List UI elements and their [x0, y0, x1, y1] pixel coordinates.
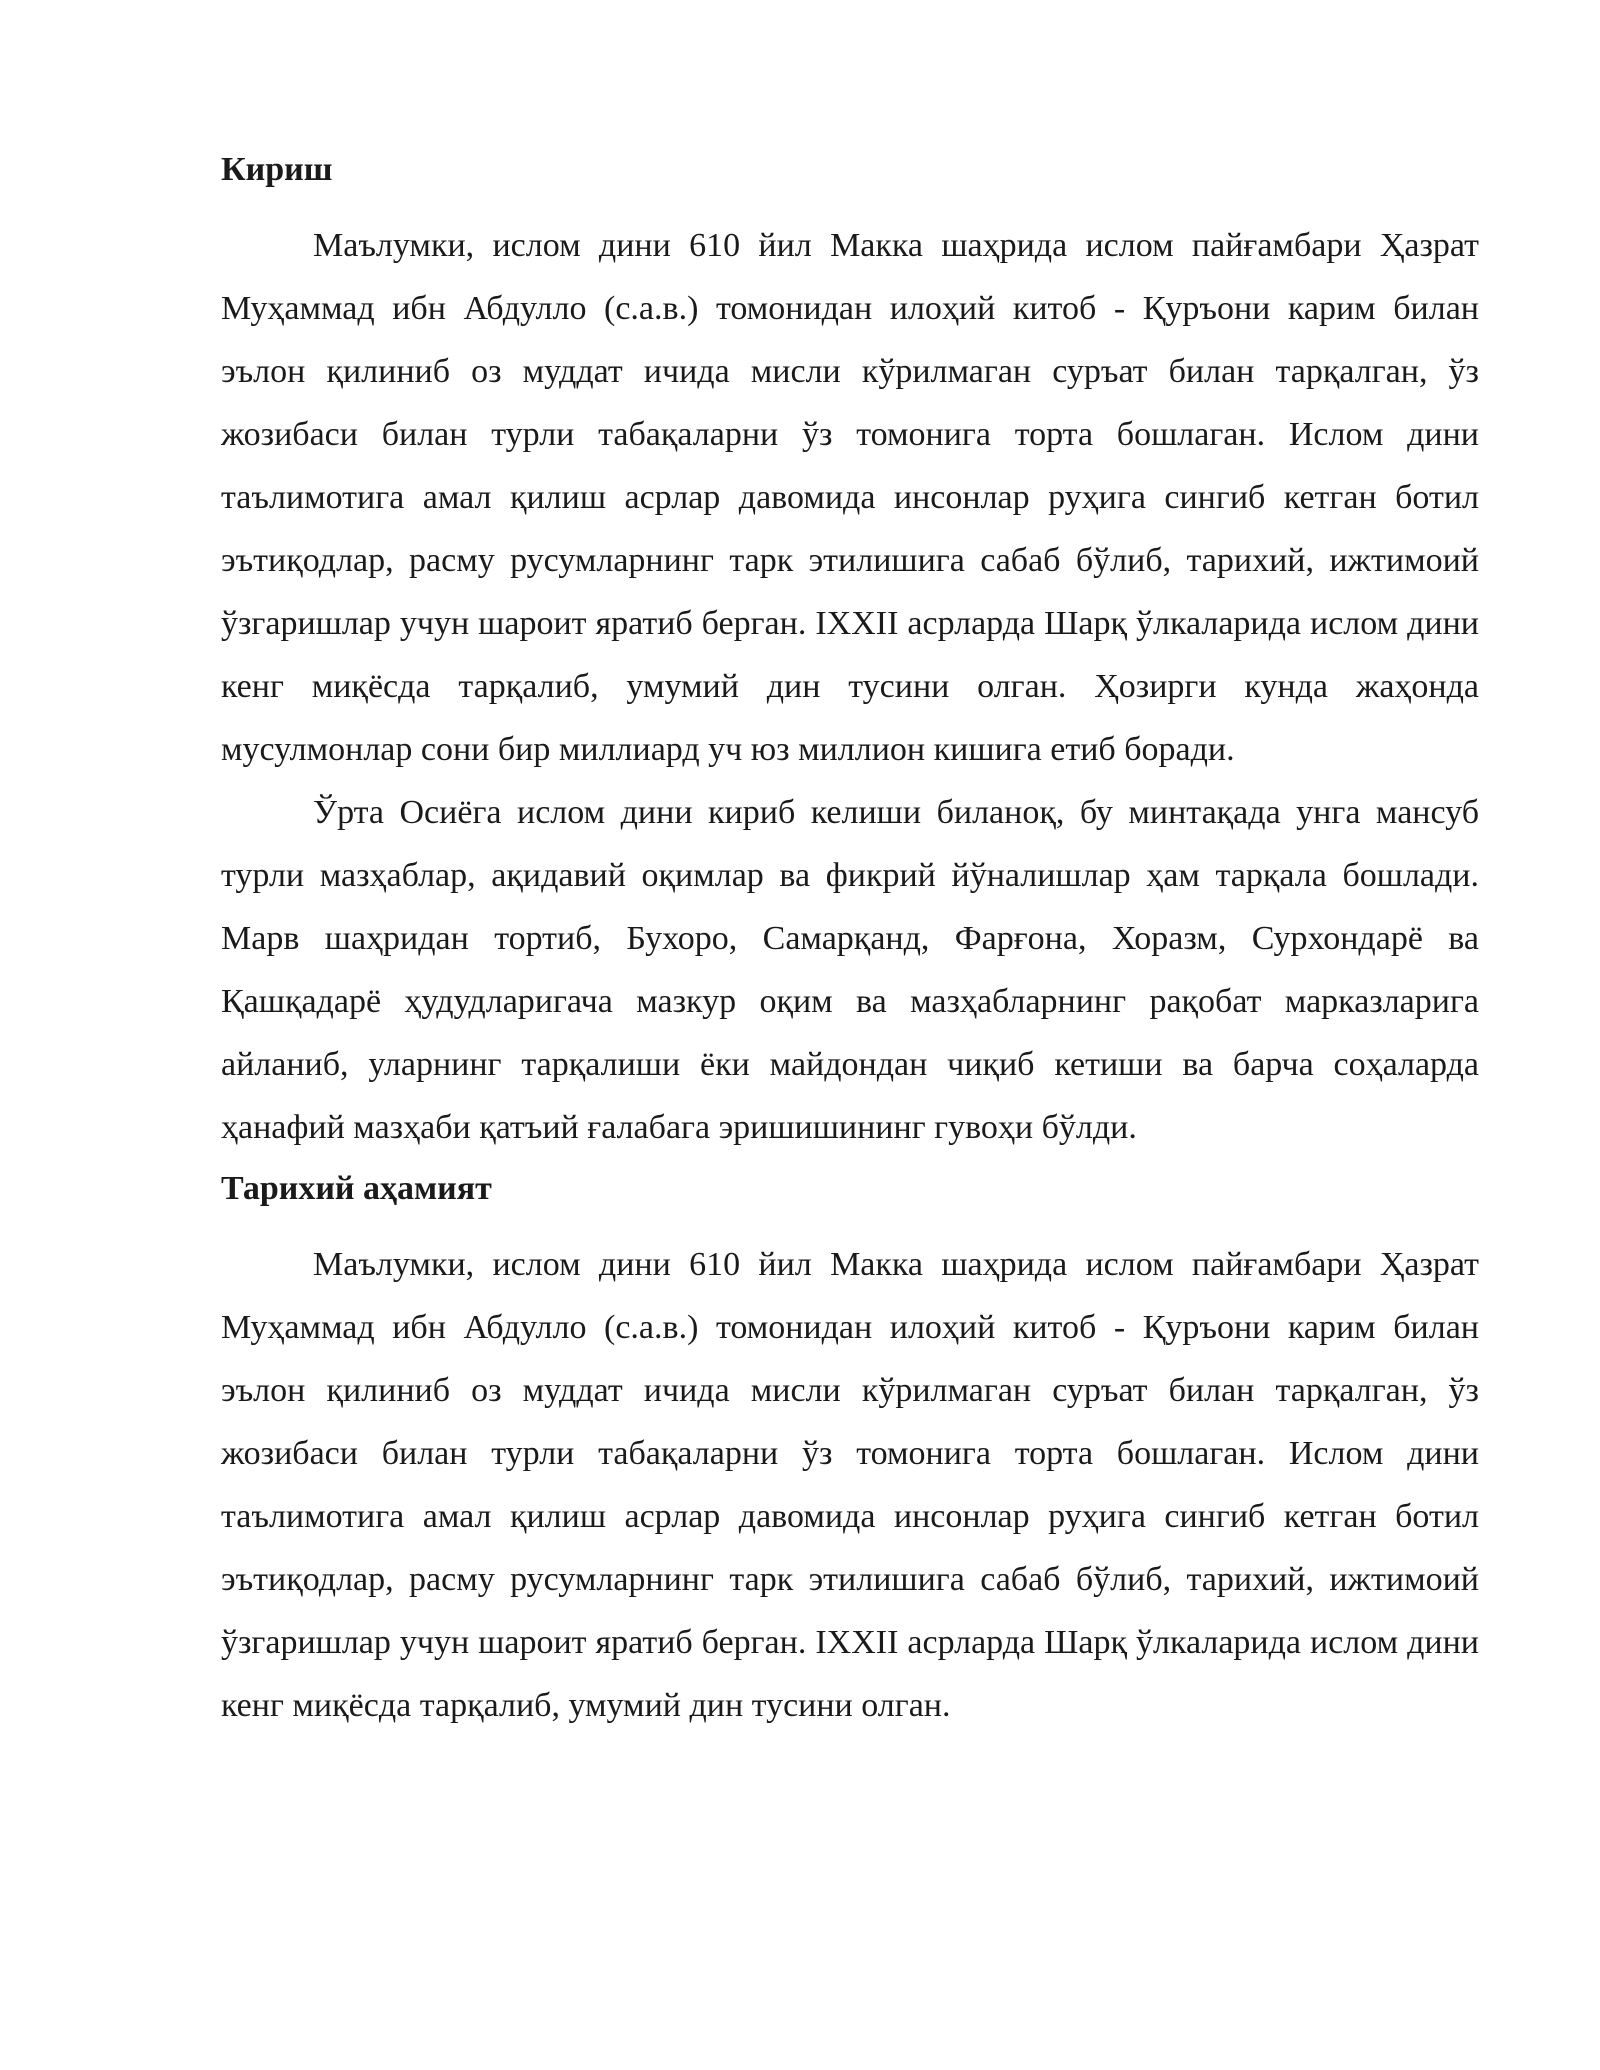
- paragraph: Ўрта Осиёга ислом дини кириб келиши биланоқ, бу минтақада унга мансуб турли мазҳаблар, ақидавий оқимлар ва фикрий йўналишлар ҳам тарқала бошлади. Марв шаҳридан тортиб, Бухоро, Самарқанд, Фарғона, Хоразм, Сурхондарё ва Қашқадарё ҳудудларигача мазкур оқим ва мазҳабларнинг рақобат марказларига айланиб, уларнинг тарқалиши ёки майдондан чиқиб кетиши ва барча соҳаларда ҳанафий мазҳаби қатъий ғалабага эришишининг гувоҳи бўлди.: [221, 794, 1479, 1146]
- document-page: [221, 140, 1479, 1737]
- section-heading-intro: Кириш: [221, 151, 333, 188]
- paragraph: Маълумки, ислом дини 610 йил Макка шаҳрида ислом пайғамбари Ҳазрат Муҳаммад ибн Абдулло (с.а.в.) томонидан илоҳий китоб - Қуръони карим билан эълон қилиниб оз муддат ичида мисли кўрилмаган суръат билан тарқалган, ўз жозибаси билан турли табақаларни ўз томонига торта бошлаган. Ислом дини таълимотига амал қилиш асрлар давомида инсонлар руҳига сингиб кетган ботил эътиқодлар, расму русумларнинг тарк этилишига сабаб бўлиб, тарихий, ижтимоий ўзгаришлар учун шароит яратиб берган. IXXII асрларда Шарқ ўлкаларида ислом дини кенг миқёсда тарқалиб, умумий дин тусини олган.: [221, 1246, 1479, 1724]
- section-heading-history: Тарихий аҳамият: [221, 1170, 492, 1207]
- paragraph: Маълумки, ислом дини 610 йил Макка шаҳрида ислом пайғамбари Ҳазрат Муҳаммад ибн Абдулло (с.а.в.) томонидан илоҳий китоб - Қуръони карим билан эълон қилиниб оз муддат ичида мисли кўрилмаган суръат билан тарқалган, ўз жозибаси билан турли табақаларни ўз томонига торта бошлаган. Ислом дини таълимотига амал қилиш асрлар давомида инсонлар руҳига сингиб кетган ботил эътиқодлар, расму русумларнинг тарк этилишига сабаб бўлиб, тарихий, ижтимоий ўзгаришлар учун шароит яратиб берган. IXXII асрларда Шарқ ўлкаларида ислом дини кенг миқёсда тарқалиб, умумий дин тусини олган. Ҳозирги кунда жаҳонда мусулмонлар сони бир миллиард уч юз миллион кишига етиб боради.: [221, 227, 1479, 768]
